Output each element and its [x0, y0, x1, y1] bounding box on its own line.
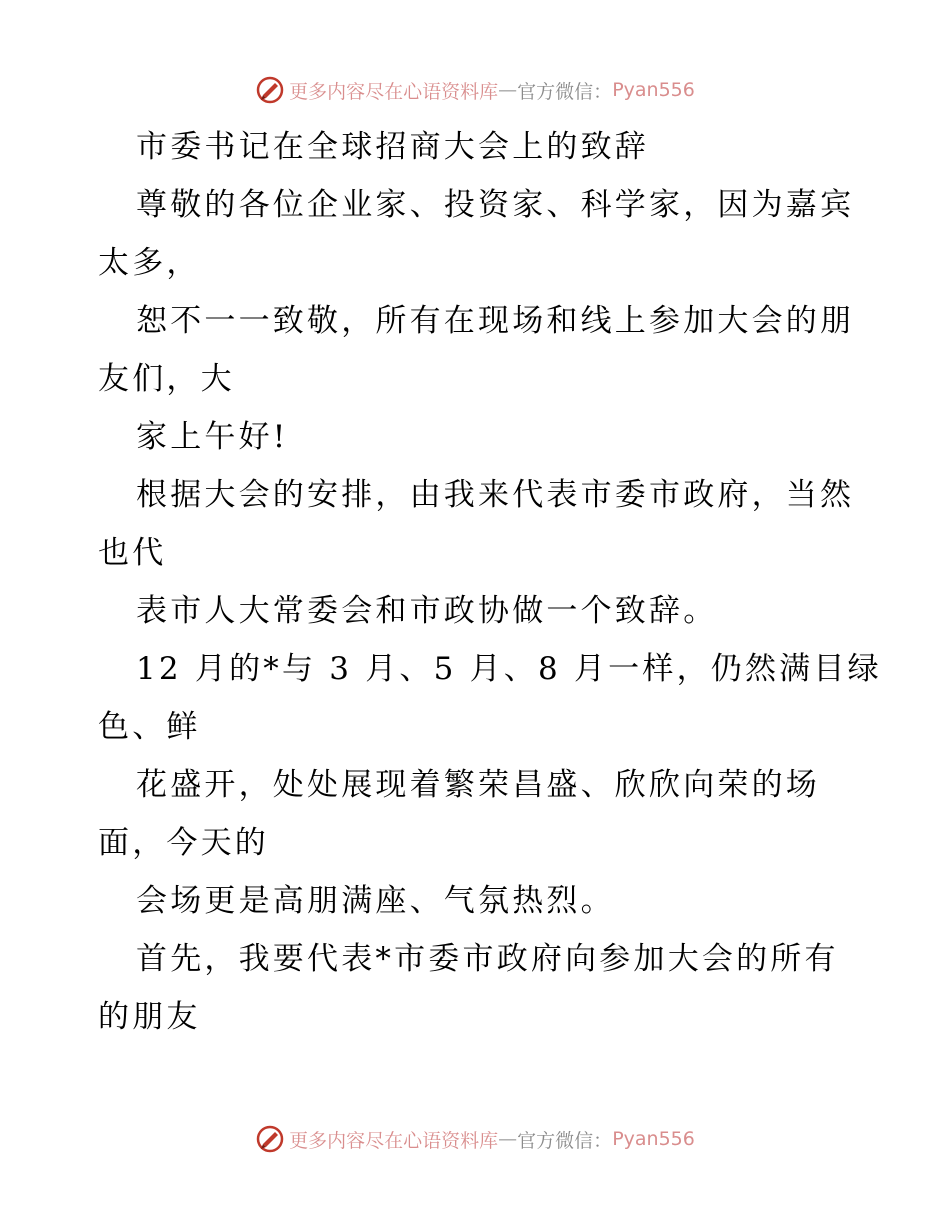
- document-title: 市委书记在全球招商大会上的致辞: [136, 129, 649, 165]
- watermark-wechat-id: Pyan556: [612, 1128, 695, 1150]
- paragraph-line: 尊敬的各位企业家、投资家、科学家，因为嘉宾: [136, 187, 855, 223]
- paragraph-line: 花盛开，处处展现着繁荣昌盛、欣欣向荣的场: [136, 767, 820, 803]
- paragraph-line: 会场更是高朋满座、气氛热烈。: [136, 883, 615, 919]
- paragraph-line: 表市人大常委会和市政协做一个致辞。: [136, 593, 718, 629]
- watermark-site-text: 更多内容尽在心语资料库: [289, 80, 499, 103]
- header-watermark: [0, 73, 950, 107]
- paragraph-line: 恕不一一致敬，所有在现场和线上参加大会的朋: [136, 303, 855, 339]
- paragraph-line: 太多，: [98, 245, 201, 281]
- pen-logo-icon: [255, 75, 285, 105]
- paragraph-line: 色、鲜: [98, 709, 201, 745]
- paragraph-line: 也代: [98, 535, 167, 571]
- watermark-dash: —: [498, 79, 518, 101]
- watermark-site-text: 更多内容尽在心语资料库: [289, 1129, 499, 1152]
- paragraph-line: 根据大会的安排，由我来代表市委市政府，当然: [136, 477, 855, 513]
- paragraph-line: 的朋友: [98, 999, 201, 1035]
- footer-watermark: [0, 1122, 950, 1156]
- pen-logo-icon: [255, 1124, 285, 1154]
- watermark-official-label: 官方微信：: [517, 1129, 613, 1152]
- paragraph-line: 家上午好!: [136, 419, 289, 455]
- document-body: [98, 118, 882, 1046]
- paragraph-line: 面，今天的: [98, 825, 269, 861]
- watermark-wechat-id: Pyan556: [612, 79, 695, 101]
- paragraph-line: 首先，我要代表*市委市政府向参加大会的所有: [136, 941, 839, 977]
- watermark-official-label: 官方微信：: [517, 80, 613, 103]
- paragraph-line: 12 月的*与 3 月、5 月、8 月一样，仍然满目绿: [136, 651, 882, 687]
- paragraph-line: 友们，大: [98, 361, 235, 397]
- watermark-dash: —: [498, 1128, 518, 1150]
